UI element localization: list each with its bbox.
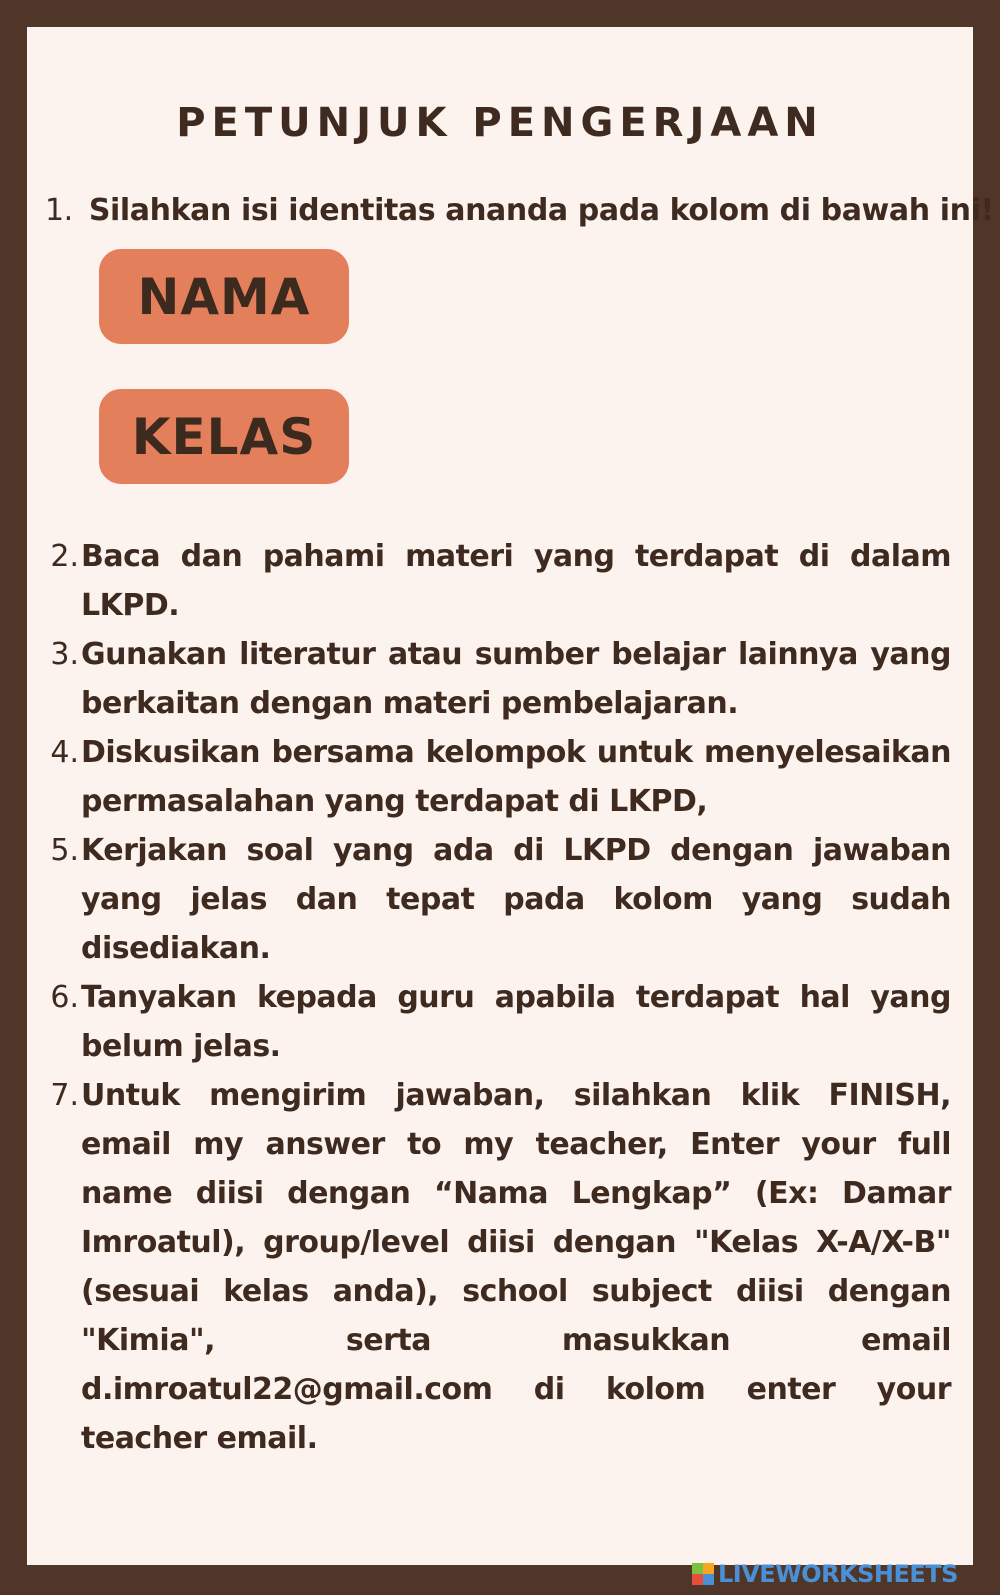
step-number: 1. <box>45 193 73 228</box>
step-2 <box>43 532 951 630</box>
step-5 <box>43 826 951 973</box>
liveworksheets-logo-icon <box>692 1563 714 1585</box>
steps-list <box>43 532 951 1463</box>
step-4 <box>43 728 951 826</box>
instructions-card <box>27 27 994 1565</box>
step-text: Diskusikan bersama kelompok untuk menyelesaikan permasalahan yang terdapat di LKPD, <box>81 735 951 819</box>
step-6 <box>43 973 951 1071</box>
step-number: 5. <box>50 833 79 868</box>
step-number: 3. <box>50 637 79 672</box>
step-7 <box>43 1071 951 1463</box>
step-text: Kerjakan soal yang ada di LKPD dengan jawaban yang jelas dan tepat pada kolom yang sudah disediakan. <box>81 833 951 966</box>
step-text: Untuk mengirim jawaban, silahkan klik FINISH, email my answer to my teacher, Enter your full name diisi dengan “Nama Lengkap” (Ex: Damar Imroatul), group/level diisi dengan "Kelas X-A/X-B" (sesuai kelas anda), school subject diisi dengan "Kimia", serta masukkan email d.imroatul22@gmail.com di kolom enter your teacher email. <box>81 1078 951 1456</box>
page-title: PETUNJUK PENGERJAAN <box>176 100 824 146</box>
kelas-label: KELAS <box>99 389 349 484</box>
step-number: 4. <box>50 735 79 770</box>
step-text: Gunakan literatur atau sumber belajar lainnya yang berkaitan dengan materi pembelajaran. <box>81 637 951 721</box>
step-text: Silahkan isi identitas ananda pada kolom di bawah ini! <box>88 193 994 228</box>
step-number: 2. <box>50 539 79 574</box>
step-3 <box>43 630 951 728</box>
watermark-text: LIVEWORKSHEETS <box>718 1560 958 1588</box>
liveworksheets-watermark <box>692 1558 958 1590</box>
step-1 <box>45 193 994 228</box>
nama-label: NAMA <box>99 249 349 344</box>
step-text: Tanyakan kepada guru apabila terdapat hal yang belum jelas. <box>81 980 951 1064</box>
step-text: Baca dan pahami materi yang terdapat di dalam LKPD. <box>81 539 951 623</box>
step-number: 6. <box>50 980 79 1015</box>
step-number: 7. <box>50 1078 79 1113</box>
